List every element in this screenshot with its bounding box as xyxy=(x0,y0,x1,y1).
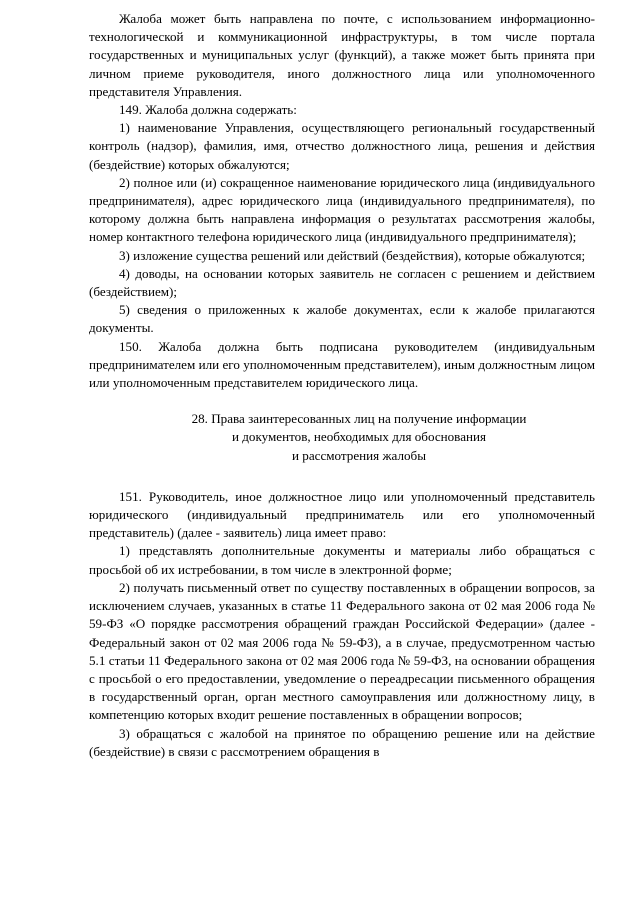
list-item-151-3: 3) обращаться с жалобой на принятое по обращению решение или на действие (бездействие) в связи с рассмотрением обращения в xyxy=(89,725,595,759)
heading-line-1: 28. Права заинтересованных лиц на получение информации xyxy=(191,411,527,427)
document-page xyxy=(89,10,595,761)
paragraph-151: 151. Руководитель, иное должностное лицо или уполномоченный представитель юридического (индивидуальный предприниматель или его уполномоченный представитель) (далее - заявитель) лица имеет право: xyxy=(89,488,595,541)
list-item-149-2: 2) полное или (и) сокращенное наименование юридического лица (индивидуального предпринимателя), адрес юридического лица (индивидуального предпринимателя), по которому должна быть направлена информация о результатах рассмотрения жалобы, номер контактного телефона юридического лица (индивидуального предпринимателя); xyxy=(89,174,595,245)
heading-line-3: и рассмотрения жалобы xyxy=(292,447,426,463)
list-item-149-4: 4) доводы, на основании которых заявитель не согласен с решением и действием (бездействием); xyxy=(89,265,595,300)
heading-line-2: и документов, необходимых для обоснования xyxy=(231,429,487,445)
paragraph-149: 149. Жалоба должна содержать: xyxy=(119,102,297,118)
list-item-151-2: 2) получать письменный ответ по существу поставленных в обращении вопросов, за исключением случаев, указанных в статье 11 Федерального закона от 02 мая 2006 года № 59-ФЗ «О порядке рассмотрения обращений граждан Российской Федерации» (далее - Федеральный закон от 02 мая 2006 года № 59-ФЗ), а в случае, предусмотренном частью 5.1 статьи 11 Федерального закона от 02 мая 2006 года № 59-ФЗ, на основании обращения с просьбой о его предоставлении, уведомление о переадресации письменного обращения в государственный орган, орган местного самоуправления или должностному лицу, в компетенцию которых входит решение поставленных в обращении вопросов; xyxy=(89,579,595,723)
list-item-149-5: 5) сведения о приложенных к жалобе документах, если к жалобе прилагаются документы. xyxy=(89,302,595,336)
list-item-151-1: 1) представлять дополнительные документы и материалы либо обращаться с просьбой об их истребовании, в том числе в электронной форме; xyxy=(89,543,595,577)
list-item-149-3: 3) изложение существа решений или действий (бездействия), которые обжалуются; xyxy=(119,247,586,263)
list-item-149-1: 1) наименование Управления, осуществляющего региональный государственный контроль (надзор), фамилия, имя, отчество должностного лица, решения и действия (бездействие) которых обжалуются; xyxy=(89,120,595,172)
section-heading-28 xyxy=(89,410,595,465)
paragraph-150: 150. Жалоба должна быть подписана руководителем (индивидуальным предпринимателем или его уполномоченным представителем), иным должностным лицом или уполномоченным представителем юридического лица. xyxy=(89,338,595,391)
paragraph-complaint-submission: Жалоба может быть направлена по почте, с использованием информационно-технологической и коммуникационной инфраструктуры, в том числе портала государственных и муниципальных услуг (функций), а также может быть принята при личном приеме руководителя, иного должностного лица или уполномоченного представителя Управления. xyxy=(89,11,595,99)
